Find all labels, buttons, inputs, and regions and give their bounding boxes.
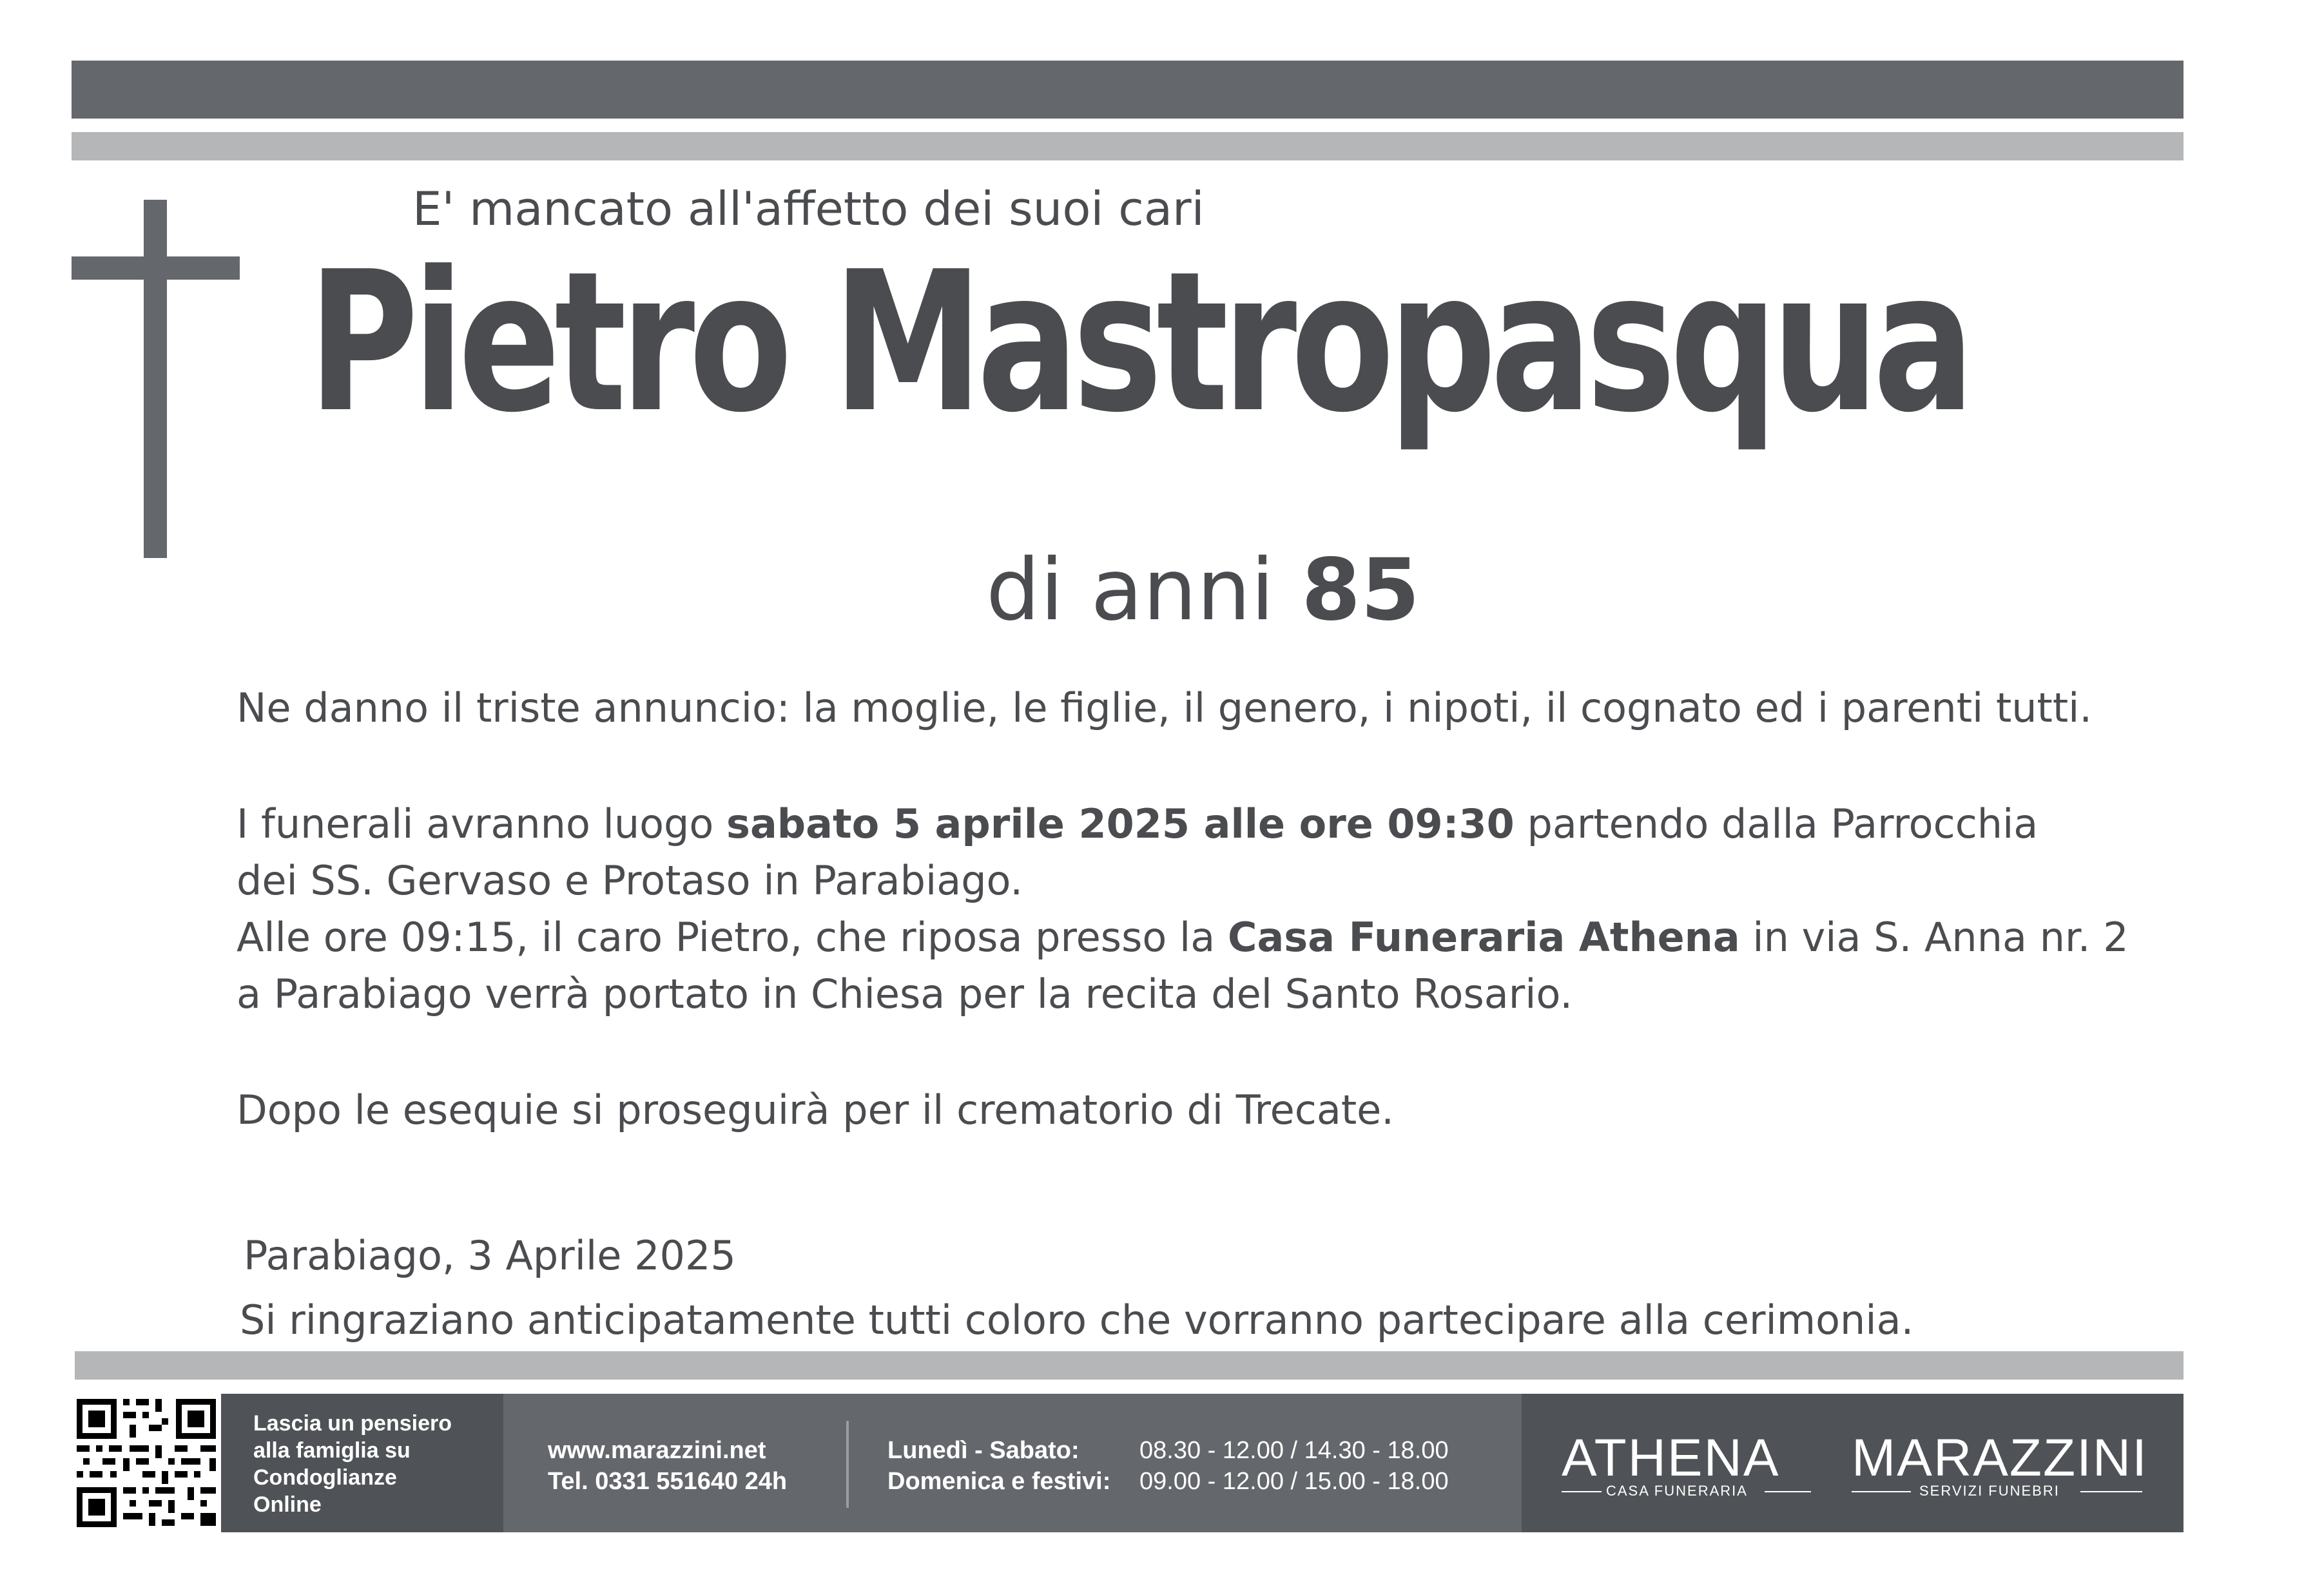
athena-logo-sub: CASA FUNERARIA [1606, 1483, 1748, 1499]
age-value: 85 [1301, 541, 1420, 640]
athena-logo-rule-right [1765, 1491, 1811, 1492]
contact-divider [846, 1421, 849, 1508]
funeral-post: partendo dalla Parrocchia [1514, 800, 2038, 847]
funeral-line [237, 800, 2038, 847]
weekday-label: Lunedì - Sabato: [887, 1437, 1080, 1464]
rosary-line-2: a Parabiago verrà portato in Chiesa per la recita del Santo Rosario. [237, 970, 1573, 1017]
rosary-line [237, 914, 2129, 961]
intro-text: E' mancato all'affetto dei suoi cari [412, 182, 1205, 236]
holiday-label: Domenica e festivi: [887, 1468, 1111, 1495]
qr-caption-2: alla famiglia su [253, 1438, 411, 1463]
age-line [986, 541, 1420, 640]
announcement-line: Ne danno il triste annuncio: la moglie, le figlie, il genero, i nipoti, il cognato ed i parenti tutti. [237, 684, 2093, 731]
funeral-line-2: dei SS. Gervaso e Protaso in Parabiago. [237, 857, 1023, 904]
weekday-hours: 08.30 - 12.00 / 14.30 - 18.00 [1139, 1437, 1449, 1464]
marazzini-logo-rule-right [2080, 1491, 2142, 1492]
qr-code-icon [72, 1394, 221, 1532]
marazzini-logo: MARAZZINI [1852, 1429, 2148, 1487]
phone-number[interactable]: Tel. 0331 551640 24h [548, 1468, 788, 1495]
qr-caption-3: Condoglianze [253, 1465, 397, 1490]
athena-logo: ATHENA [1562, 1429, 1780, 1487]
age-prefix: di anni [986, 541, 1275, 640]
rosary-pre: Alle ore 09:15, il caro Pietro, che riposa presso la [237, 914, 1228, 961]
holiday-hours: 09.00 - 12.00 / 15.00 - 18.00 [1139, 1468, 1449, 1495]
cross-icon [144, 200, 167, 558]
funeral-pre: I funerali avranno luogo [237, 800, 727, 847]
thanks-line: Si ringraziano anticipatamente tutti coloro che vorranno partecipare alla cerimonia. [240, 1296, 1914, 1343]
qr-caption-1: Lascia un pensiero [253, 1411, 452, 1436]
website-link[interactable]: www.marazzini.net [548, 1437, 766, 1464]
athena-logo-rule-left [1562, 1491, 1602, 1492]
marazzini-logo-rule-left [1852, 1491, 1911, 1492]
rosary-post: in via S. Anna nr. 2 [1739, 914, 2129, 961]
cross-icon-bar [72, 256, 240, 280]
funeral-date: sabato 5 aprile 2025 alle ore 09:30 [726, 800, 1515, 847]
footer-band-light [75, 1351, 2184, 1380]
deceased-name: Pietro Mastropasqua [308, 230, 1969, 455]
place-date: Parabiago, 3 Aprile 2025 [244, 1232, 736, 1279]
qr-caption-4: Online [253, 1492, 322, 1517]
cremation-line: Dopo le esequie si proseguirà per il crematorio di Trecate. [237, 1086, 1395, 1133]
marazzini-logo-sub: SERVIZI FUNEBRI [1919, 1483, 2060, 1499]
top-band-light [72, 132, 2184, 160]
qr-code-box[interactable] [72, 1394, 221, 1532]
rosary-place: Casa Funeraria Athena [1227, 914, 1740, 961]
top-band-dark [72, 61, 2184, 119]
